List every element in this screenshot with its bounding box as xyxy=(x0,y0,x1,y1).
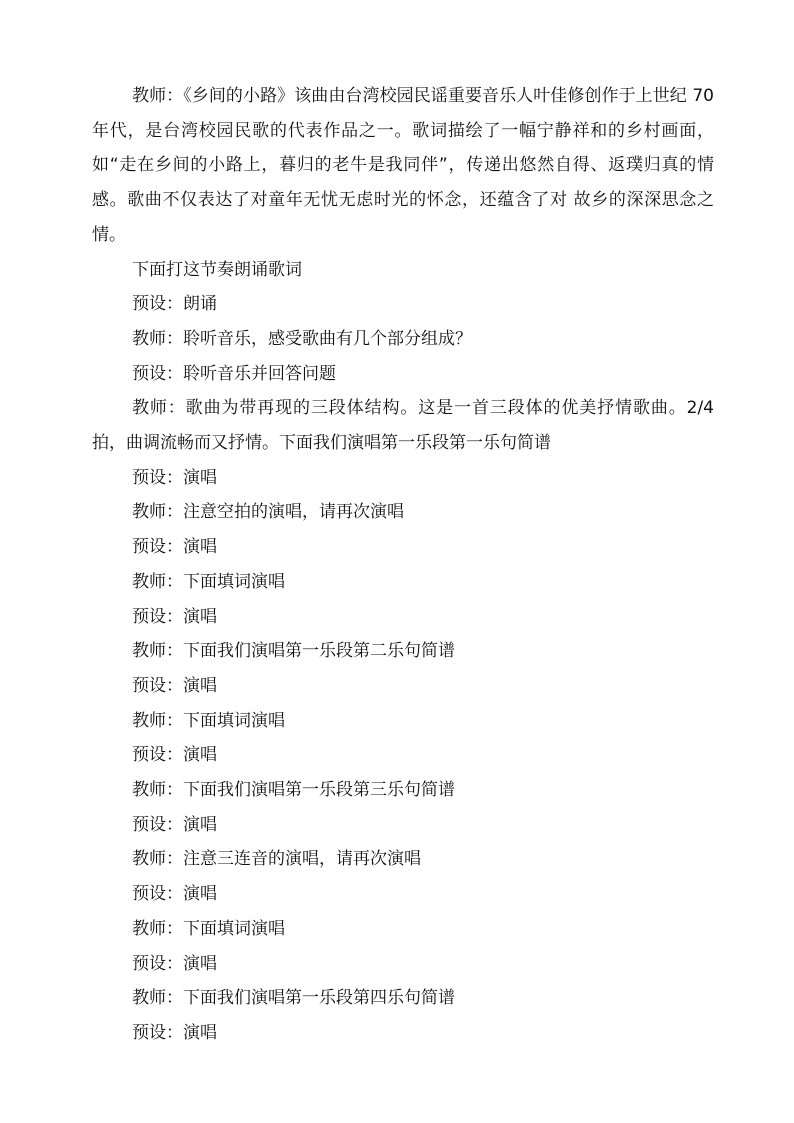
paragraph: 教师：注意三连音的演唱，请再次演唱 xyxy=(132,849,421,870)
paragraph: 预设：演唱 xyxy=(132,675,217,696)
paragraph: 教师：下面填词演唱 xyxy=(132,571,285,592)
paragraph: 教师：下面填词演唱 xyxy=(132,918,285,939)
paragraph: 预设：演唱 xyxy=(132,606,217,627)
paragraph: 教师：下面我们演唱第一乐段第四乐句简谱 xyxy=(132,988,455,1009)
paragraph: 教师：下面填词演唱 xyxy=(132,710,285,731)
document-body xyxy=(92,79,714,1051)
paragraph: 预设：聆听音乐并回答问题 xyxy=(132,363,336,384)
paragraph: 预设：演唱 xyxy=(132,814,217,835)
paragraph: 教师：聆听音乐，感受歌曲有几个部分组成？ xyxy=(132,328,472,349)
paragraph: 预设：演唱 xyxy=(132,537,217,558)
paragraph: 预设：朗诵 xyxy=(132,294,217,315)
paragraph: 下面打这节奏朗诵歌词 xyxy=(132,259,302,280)
paragraph: 预设：演唱 xyxy=(132,884,217,905)
paragraph: 预设：演唱 xyxy=(132,467,217,488)
paragraph: 预设：演唱 xyxy=(132,953,217,974)
paragraph-intro: 教师：《乡间的小路》该曲由台湾校园民谣重要音乐人叶佳修创作于上世纪 70 年代，是台湾校园民歌的代表作品之一。歌词描绘了一幅宁静祥和的乡村画面，如“走在乡间的小路上，暮归的老牛是我同伴”，传递出悠然自得、返璞归真的情感。歌曲不仅表达了对童年无忧无虑时光的怀念，还蕴含了对 故乡的深深思念之情。 xyxy=(92,86,714,245)
paragraph: 预设：演唱 xyxy=(132,745,217,766)
paragraph: 教师：注意空拍的演唱，请再次演唱 xyxy=(132,502,404,523)
paragraph: 教师：下面我们演唱第一乐段第二乐句简谱 xyxy=(132,641,455,662)
paragraph: 教师：下面我们演唱第一乐段第三乐句简谱 xyxy=(132,780,455,801)
paragraph: 教师：歌曲为带再现的三段体结构。这是一首三段体的优美抒情歌曲。2/4 拍，曲调流畅而又抒情。下面我们演唱第一乐段第一乐句简谱 xyxy=(92,398,714,454)
paragraph: 预设：演唱 xyxy=(132,1022,217,1043)
